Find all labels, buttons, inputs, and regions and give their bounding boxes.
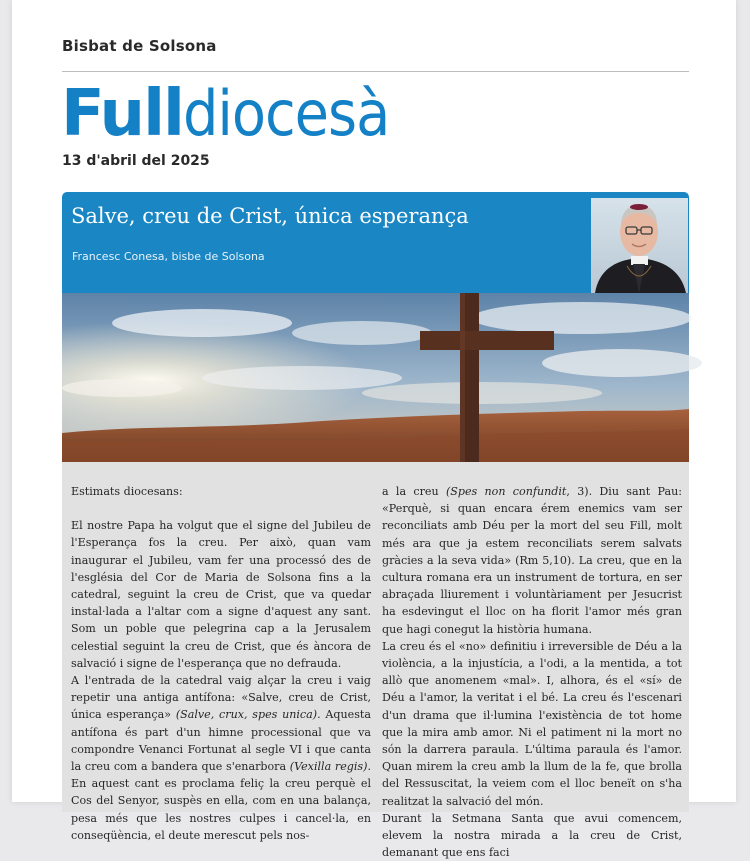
greeting: Estimats diocesans:	[71, 485, 183, 498]
text-run: , 3). Diu sant Pau: «Perquè, si quan encara érem enemics vam ser reconciliats amb Déu per la mort del seu Fill, molt més ara que ja estem reconciliats serem salvats gràcies a la seva vida» (Rm 5,10). La creu, que en la cultura romana era un instrument de tortura, en ser abraçada lliurement i voluntàriament per Jesucrist ha esdevingut el lloc on ha florit l'amor més gran que hagi conegut la història humana.	[382, 485, 682, 636]
italic-run: (Spes non confundit	[445, 485, 567, 498]
masthead-light: diocesà	[182, 77, 390, 150]
newsletter-page	[12, 0, 736, 860]
article-column-left	[71, 483, 371, 844]
paragraph	[71, 672, 371, 844]
masthead-logo	[61, 78, 389, 150]
paragraph	[382, 483, 682, 638]
italic-run: (Vexilla regis)	[289, 760, 368, 774]
article-body	[62, 462, 689, 860]
paragraph: La creu és el «no» definitiu i irreversible de Déu a la violència, a la injustícia, a l'odi, a la mentida, a tot allò que anomenem «mal». I, alhora, és el «sí» de Déu a l'amor, la veritat i el bé. La creu és l'escenari d'un drama que il·lumina l'existència de tot home que la mira amb amor. Ni el patiment ni la mort no són la darrera paraula. L'última paraula és l'amor. Quan mirem la creu amb la llum de la fe, que brolla del Ressuscitat, la veiem com el lloc beneït on s'ha realitzat la salvació del món.	[382, 639, 682, 808]
cross-landscape-image	[62, 293, 689, 462]
diocese-name: Bisbat de Solsona	[62, 37, 217, 55]
text-run: . Aquesta antífona és part d'un himne processional que va compondre Venanci Fortunat al segle VI i que canta la creu com a bandera que s'enarbora	[71, 708, 371, 774]
italic-run: (Salve, crux, spes unica)	[175, 708, 318, 722]
issue-date: 13 d'abril del 2025	[62, 153, 210, 169]
text-run: a la creu	[382, 485, 446, 498]
article-header	[62, 192, 689, 293]
header-divider	[62, 71, 689, 72]
paragraph: El nostre Papa ha volgut que el signe del Jubileu de l'Esperança fos la creu. Per això, quan vam inaugurar el Jubileu, vam fer una processó des de l'església del Cor de Maria de Solsona fins a la catedral, seguint la creu de Crist, que va quedar instal·lada a l'altar com a signe d'aquest any sant. Som un poble que pelegrina cap a la Jerusalem celestial seguint la creu de Crist, que és àncora de salvació i signe de l'esperança que no defrauda.	[71, 519, 371, 670]
paragraph: Durant la Setmana Santa que avui comencem, elevem la nostra mirada a la creu de Crist, demanant que ens faci	[382, 811, 682, 860]
article-author: Francesc Conesa, bisbe de Solsona	[72, 250, 265, 263]
masthead-bold: Full	[61, 77, 183, 151]
article-column-right	[382, 483, 682, 861]
bishop-portrait	[591, 198, 688, 293]
text-run: A l'entrada de la catedral vaig alçar la creu i vaig repetir una antiga antífona: «Salve, creu de Crist, única esperança»	[71, 674, 371, 722]
article-title: Salve, creu de Crist, única esperança	[71, 204, 469, 228]
text-run: . En aquest cant es proclama feliç la creu perquè el Cos del Senyor, suspès en ella, com en una balança, pesa més que les nostres culpes i cancel·la, en conseqüència, el deute merescut pels nos-	[71, 760, 371, 842]
